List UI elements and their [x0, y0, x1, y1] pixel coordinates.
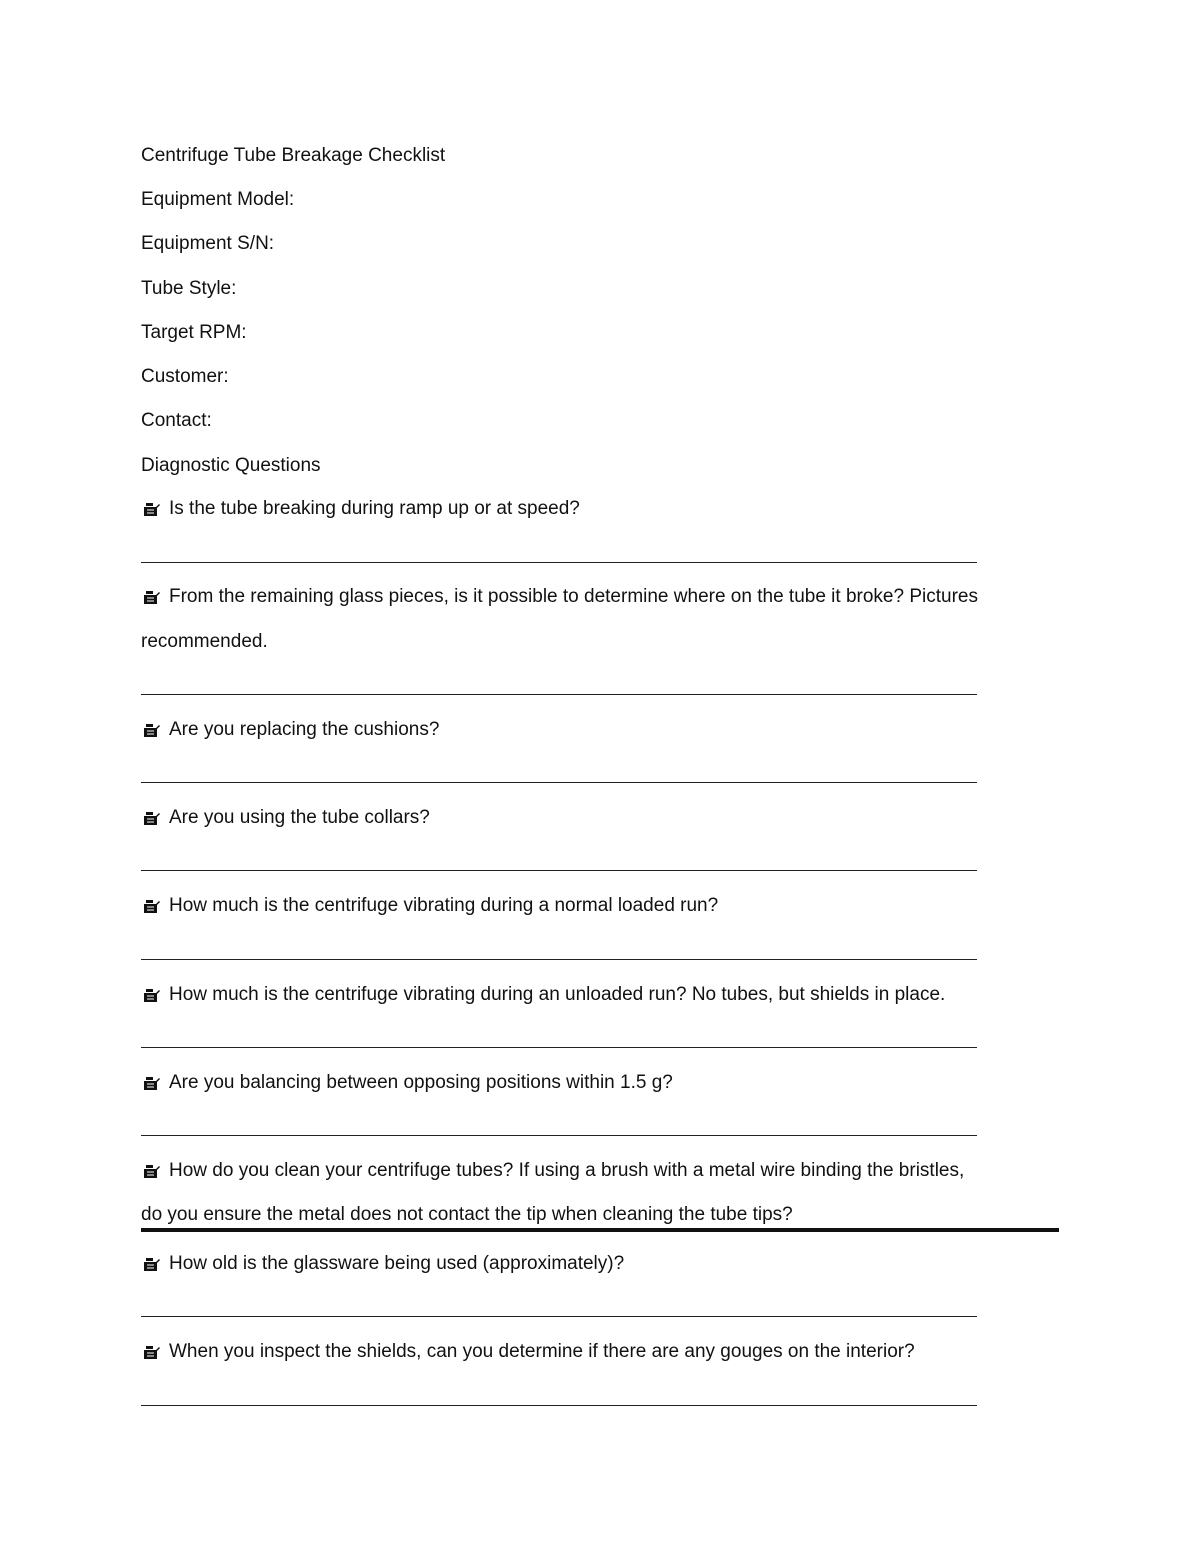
question-item — [141, 718, 439, 742]
question-text: Are you using the tube collars? — [169, 807, 430, 828]
question-text: Are you replacing the cushions? — [169, 719, 440, 740]
field-contact: Contact: — [141, 410, 212, 431]
checkbox-hand-icon — [143, 1256, 161, 1272]
question-item — [141, 983, 945, 1007]
question-item — [141, 806, 430, 830]
checkbox-hand-icon — [143, 589, 161, 605]
question-item — [141, 894, 718, 918]
section-divider — [141, 1228, 1059, 1232]
question-text: When you inspect the shields, can you determine if there are any gouges on the interior? — [169, 1341, 915, 1362]
question-item — [141, 1159, 964, 1183]
section-heading: Diagnostic Questions — [141, 455, 321, 476]
answer-line[interactable] — [141, 1045, 977, 1048]
field-target-rpm: Target RPM: — [141, 322, 247, 343]
checkbox-hand-icon — [143, 501, 161, 517]
checkbox-hand-icon — [143, 1344, 161, 1360]
checkbox-hand-icon — [143, 898, 161, 914]
question-text: From the remaining glass pieces, is it possible to determine where on the tube it broke? Pictures — [169, 586, 978, 607]
question-item — [141, 1252, 624, 1276]
question-item — [141, 585, 978, 609]
answer-line[interactable] — [141, 1314, 977, 1317]
field-equipment-model: Equipment Model: — [141, 189, 295, 210]
answer-line[interactable] — [141, 560, 977, 563]
question-item — [141, 1071, 673, 1095]
field-tube-style: Tube Style: — [141, 278, 237, 299]
question-text: Is the tube breaking during ramp up or at speed? — [169, 498, 580, 519]
question-continuation: do you ensure the metal does not contact the tip when cleaning the tube tips? — [141, 1204, 793, 1225]
answer-line[interactable] — [141, 957, 977, 960]
answer-line[interactable] — [141, 1403, 977, 1406]
checkbox-hand-icon — [143, 810, 161, 826]
answer-line[interactable] — [141, 1133, 977, 1136]
field-customer: Customer: — [141, 366, 229, 387]
question-text: How do you clean your centrifuge tubes? If using a brush with a metal wire binding the bristles, — [169, 1160, 965, 1181]
document-title: Centrifuge Tube Breakage Checklist — [141, 145, 446, 166]
question-text: How much is the centrifuge vibrating during an unloaded run? No tubes, but shields in place. — [169, 984, 946, 1005]
question-text: How much is the centrifuge vibrating during a normal loaded run? — [169, 895, 719, 916]
answer-line[interactable] — [141, 692, 977, 695]
checkbox-hand-icon — [143, 987, 161, 1003]
question-item — [141, 497, 580, 521]
question-text: How old is the glassware being used (approximately)? — [169, 1253, 625, 1274]
question-continuation: recommended. — [141, 631, 268, 652]
question-item — [141, 1340, 915, 1364]
checkbox-hand-icon — [143, 1075, 161, 1091]
question-text: Are you balancing between opposing positions within 1.5 g? — [169, 1072, 673, 1093]
answer-line[interactable] — [141, 780, 977, 783]
checkbox-hand-icon — [143, 1163, 161, 1179]
answer-line[interactable] — [141, 868, 977, 871]
checkbox-hand-icon — [143, 722, 161, 738]
field-equipment-sn: Equipment S/N: — [141, 233, 275, 254]
